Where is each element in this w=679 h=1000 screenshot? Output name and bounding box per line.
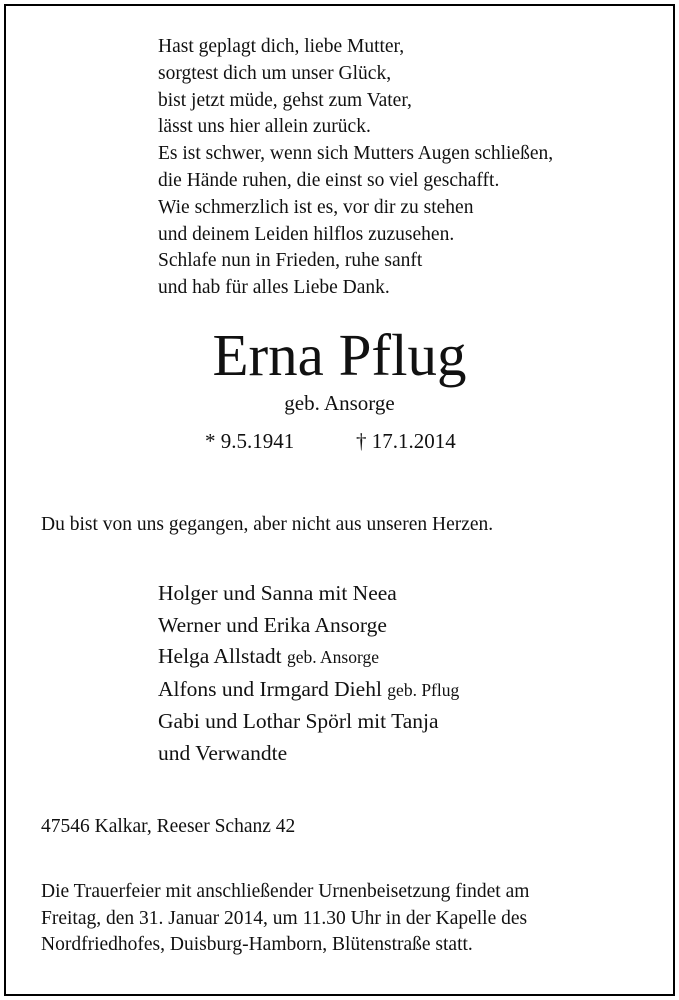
mourner-line: [158, 578, 459, 610]
poem-line: Es ist schwer, wenn sich Mutters Augen schließen,: [158, 143, 554, 165]
mourner-note: geb. Pflug: [387, 679, 460, 700]
service-line: Freitag, den 31. Januar 2014, um 11.30 Uhr in der Kapelle des: [41, 907, 528, 929]
poem-line: und deinem Leiden hilflos zuzusehen.: [158, 223, 455, 245]
mourner-name: Alfons und Irmgard Diehl: [158, 676, 382, 701]
mourner-line: [158, 674, 459, 707]
poem-line: sorgtest dich um unser Glück,: [158, 62, 392, 84]
deceased-name: Erna Pflug: [212, 322, 467, 388]
mourner-line: [158, 738, 459, 770]
mourners-list: [158, 578, 459, 770]
service-line: Die Trauerfeier mit anschließender Urnenbeisetzung findet am: [41, 881, 530, 902]
poem-line: Schlafe nun in Frieden, ruhe sanft: [158, 250, 423, 272]
mourner-name: Gabi und Lothar Spörl mit Tanja: [158, 709, 439, 734]
poem-line: lässt uns hier allein zurück.: [158, 116, 371, 138]
mourner-note: geb. Ansorge: [286, 647, 380, 668]
poem-line: und hab für alles Liebe Dank.: [158, 277, 390, 299]
mourner-line: [158, 641, 459, 674]
service-line: Nordfriedhofes, Duisburg-Hamborn, Blütenstraße statt.: [41, 934, 473, 955]
maiden-name: geb. Ansorge: [284, 391, 395, 415]
memorial-quote: Du bist von uns gegangen, aber nicht aus unseren Herzen.: [41, 514, 494, 535]
mourner-line: [158, 610, 459, 642]
poem-line: Hast geplagt dich, liebe Mutter,: [158, 36, 405, 57]
mourner-name: Holger und Sanna mit Neea: [158, 581, 397, 605]
poem-line: bist jetzt müde, gehst zum Vater,: [158, 89, 412, 111]
death-date: † 17.1.2014: [356, 429, 456, 453]
mourner-name: und Verwandte: [158, 740, 288, 765]
family-address: 47546 Kalkar, Reeser Schanz 42: [41, 816, 296, 837]
poem-line: Wie schmerzlich ist es, vor dir zu stehen: [158, 196, 474, 218]
service-info: [41, 879, 529, 959]
mourner-name: Helga Allstadt: [158, 644, 282, 669]
mourner-name: Werner und Erika Ansorge: [158, 612, 387, 637]
mourner-line: [158, 706, 459, 738]
poem-line: die Hände ruhen, die einst so viel geschafft.: [158, 169, 500, 191]
poem: [158, 34, 553, 302]
birth-date: * 9.5.1941: [205, 429, 295, 453]
